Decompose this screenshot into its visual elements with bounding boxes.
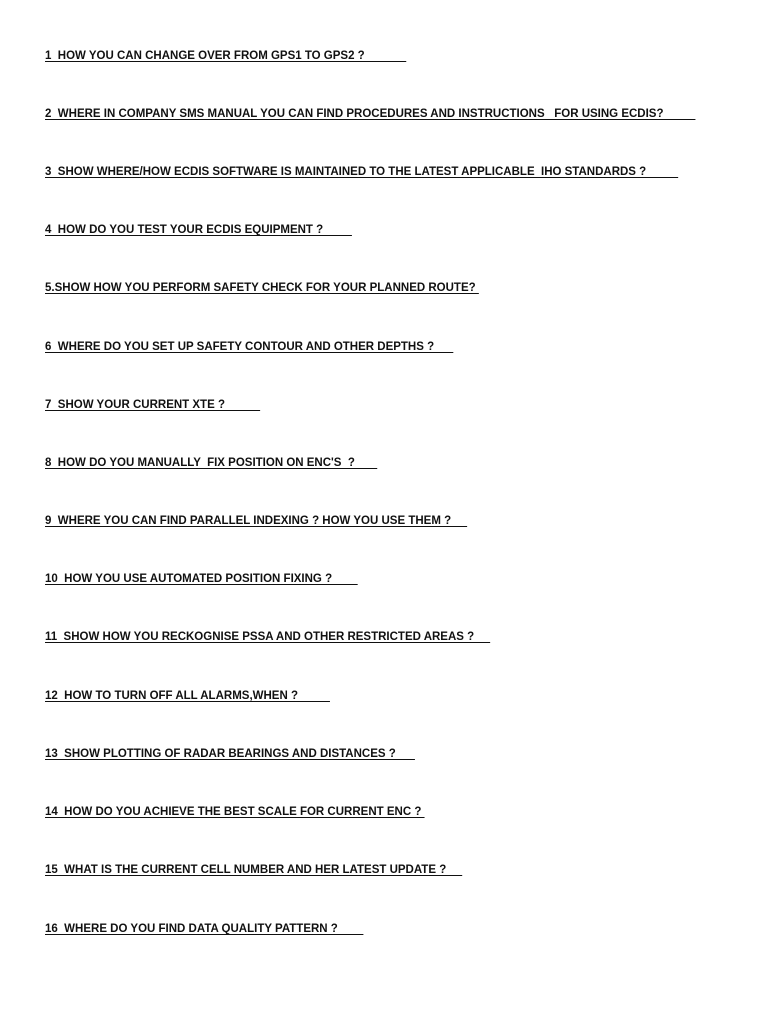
- question-12: 12 HOW TO TURN OFF ALL ALARMS,WHEN ?: [45, 690, 330, 702]
- question-2: 2 WHERE IN COMPANY SMS MANUAL YOU CAN FIND PROCEDURES AND INSTRUCTIONS FOR USING ECDIS?: [45, 108, 696, 120]
- question-9: 9 WHERE YOU CAN FIND PARALLEL INDEXING ? HOW YOU USE THEM ?: [45, 515, 468, 527]
- question-15: 15 WHAT IS THE CURRENT CELL NUMBER AND HER LATEST UPDATE ?: [45, 864, 463, 876]
- question-8: 8 HOW DO YOU MANUALLY FIX POSITION ON ENC'S ?: [45, 457, 378, 469]
- question-16: 16 WHERE DO YOU FIND DATA QUALITY PATTERN ?: [45, 923, 364, 935]
- question-1: 1 HOW YOU CAN CHANGE OVER FROM GPS1 TO GPS2 ?: [45, 50, 407, 62]
- question-5: 5.SHOW HOW YOU PERFORM SAFETY CHECK FOR YOUR PLANNED ROUTE?: [45, 282, 479, 294]
- question-7: 7 SHOW YOUR CURRENT XTE ?: [45, 399, 261, 411]
- question-3: 3 SHOW WHERE/HOW ECDIS SOFTWARE IS MAINTAINED TO THE LATEST APPLICABLE IHO STANDARDS ?: [45, 166, 679, 178]
- question-4: 4 HOW DO YOU TEST YOUR ECDIS EQUIPMENT ?: [45, 224, 352, 236]
- question-11: 11 SHOW HOW YOU RECKOGNISE PSSA AND OTHER RESTRICTED AREAS ?: [45, 631, 491, 643]
- question-6: 6 WHERE DO YOU SET UP SAFETY CONTOUR AND OTHER DEPTHS ?: [45, 341, 454, 353]
- question-13: 13 SHOW PLOTTING OF RADAR BEARINGS AND DISTANCES ?: [45, 748, 415, 760]
- question-10: 10 HOW YOU USE AUTOMATED POSITION FIXING ?: [45, 573, 358, 585]
- question-14: 14 HOW DO YOU ACHIEVE THE BEST SCALE FOR CURRENT ENC ?: [45, 806, 425, 818]
